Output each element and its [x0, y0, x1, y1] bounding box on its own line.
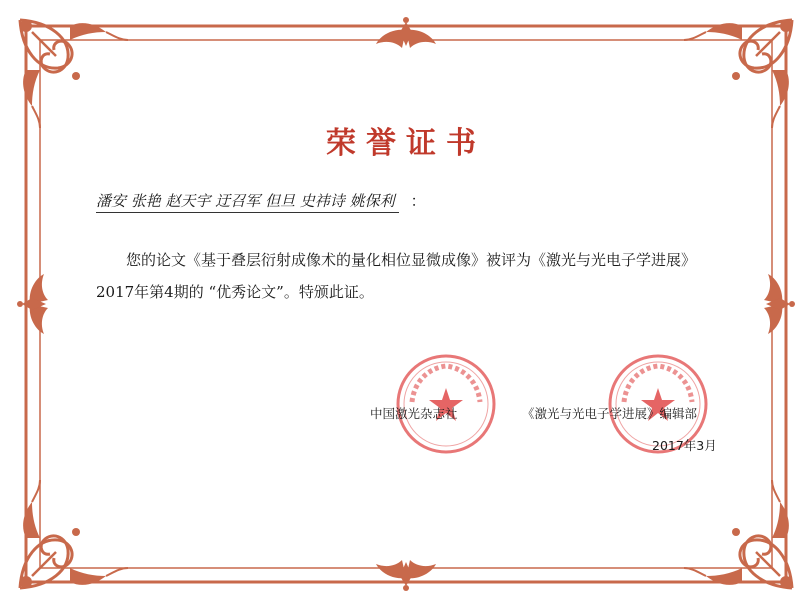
recipient-line: [96, 190, 426, 213]
certificate-body: [96, 244, 720, 308]
recipient-names: 潘安 张艳 赵天宇 迂召军 但旦 史祎诗 姚保利: [96, 190, 399, 213]
issuer-left: 中国激光杂志社: [370, 406, 458, 421]
issuer-right: 《激光与光电子学进展》编辑部: [522, 406, 698, 421]
issue-date: 2017年3月: [652, 438, 717, 453]
award-statement: 您的论文《基于叠层衍射成像术的量化相位显微成像》被评为《激光与光电子学进展》2017年第4期的 “优秀论文”。特颁此证。: [96, 251, 697, 301]
certificate-title: 荣誉证书: [326, 126, 486, 161]
recipient-colon: ：: [410, 192, 426, 210]
